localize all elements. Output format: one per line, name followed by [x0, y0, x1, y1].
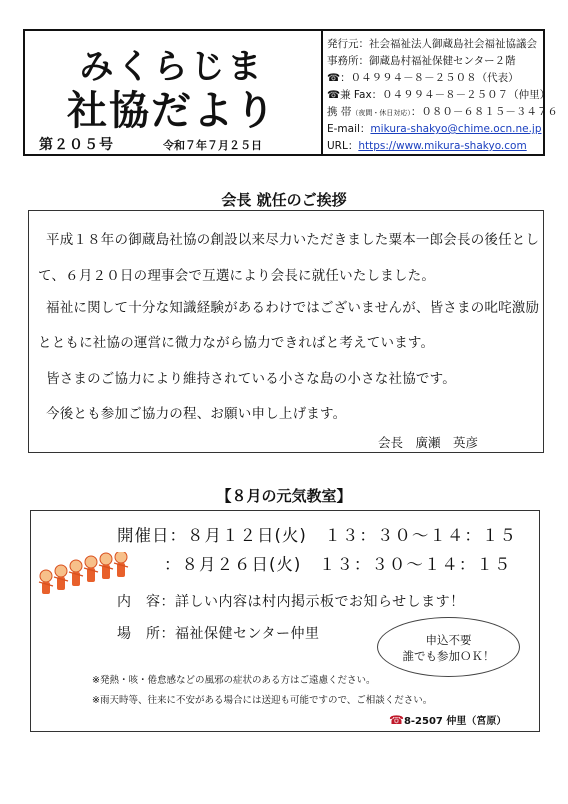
mobile-line	[327, 105, 558, 120]
publisher-line: 発行元：社会福祉法人御蔵島社会福祉協議会	[327, 38, 537, 50]
office-line: 事務所：御蔵島村福祉保健センター２階	[327, 55, 516, 67]
mobile-number: ：０８０－６８１５－３４７６	[410, 106, 558, 118]
masthead-divider	[321, 31, 323, 154]
mobile-label: 携 帯	[327, 106, 352, 118]
content-label: 内 容：	[117, 594, 175, 610]
date-label: 開催日：	[117, 526, 187, 545]
greeting-line: 今後とも参加ご協力の程、お願い申し上げます。	[46, 406, 347, 422]
figure-head	[70, 560, 82, 572]
greeting-line: て、６月２０日の理事会で互選により会長に就任いたしました。	[38, 268, 436, 284]
place-row	[117, 623, 319, 643]
email-line	[327, 122, 542, 136]
figure-head	[55, 565, 67, 577]
date-2: ：８月２６日(火) １３：３０～１４：１５	[164, 555, 512, 574]
content-text: 詳しい内容は村内掲示板でお知らせします！	[175, 594, 465, 610]
figure-head	[85, 556, 97, 568]
fax-number: ０４９９４－８－２５０７（仲里）	[382, 89, 551, 101]
note-transport: ※雨天時等、往来に不安がある場合には送迎も可能ですので、ご相談ください。	[92, 695, 433, 706]
contact-footer	[389, 712, 506, 727]
url-label: URL：	[327, 140, 359, 152]
signature: 会長 廣瀬 英彦	[378, 435, 479, 450]
content-row	[117, 591, 465, 611]
greeting-line: 平成１８年の御蔵島社協の創設以来尽力いただきました粟本一郎会長の後任とし	[46, 232, 540, 248]
mobile-note: （夜間・休日対応）	[351, 109, 411, 117]
figure-head	[115, 552, 127, 563]
newsletter-title-line2: 社協だより	[67, 88, 277, 134]
fax-label: 兼 Fax：	[340, 89, 383, 101]
masthead	[23, 29, 558, 156]
greeting-title: 会長 就任のご挨拶	[221, 191, 347, 209]
newsletter-title-line1: みくらじま	[79, 47, 265, 87]
place-text: 福祉保健センター仲里	[175, 626, 320, 642]
email-link[interactable]: mikura-shakyo@chime.ocn.ne.jp	[370, 123, 542, 135]
apply-line2: 誰でも参加ＯＫ！	[402, 649, 495, 663]
place-label: 場 所：	[117, 626, 175, 642]
greeting-line: とともに社協の運営に微力ながら協力できればと考えています。	[38, 335, 435, 351]
phone-icon: ☎	[389, 713, 404, 727]
contact-number: 8-2507 仲里（宮原）	[403, 716, 507, 727]
greeting-line: 皆さまのご協力により維持されている小さな島の小さな社協です。	[46, 371, 456, 387]
note-symptoms: ※発熱・咳・倦怠感などの風邪の症状のある方はご遠慮ください。	[92, 675, 376, 686]
apply-line1: 申込不要	[425, 633, 472, 647]
date-row-1	[117, 522, 517, 546]
date-1: ８月１２日(火) １３：３０～１４：１５	[187, 526, 517, 545]
tel-number: ：０４９９４－８－２５０８（代表）	[340, 72, 519, 84]
tel-line	[327, 71, 519, 85]
figure-head	[100, 553, 112, 565]
issue-number: 第２０５号	[39, 137, 114, 153]
phone-icon: ☎	[327, 72, 341, 84]
classroom-title: 【８月の元気教室】	[216, 487, 352, 505]
url-line	[327, 139, 527, 153]
issue-date: 令和７年７月２５日	[163, 139, 262, 152]
no-registration-badge	[377, 617, 520, 677]
greeting-line: 福祉に関して十分な知識経験があるわけではございませんが、皆さまの叱咤激励	[46, 300, 540, 316]
figure-head	[40, 570, 52, 582]
fax-line	[327, 88, 550, 102]
email-label: E-mail：	[327, 123, 371, 135]
phone-icon: ☎	[327, 89, 341, 101]
website-link[interactable]: https://www.mikura-shakyo.com	[358, 140, 527, 152]
